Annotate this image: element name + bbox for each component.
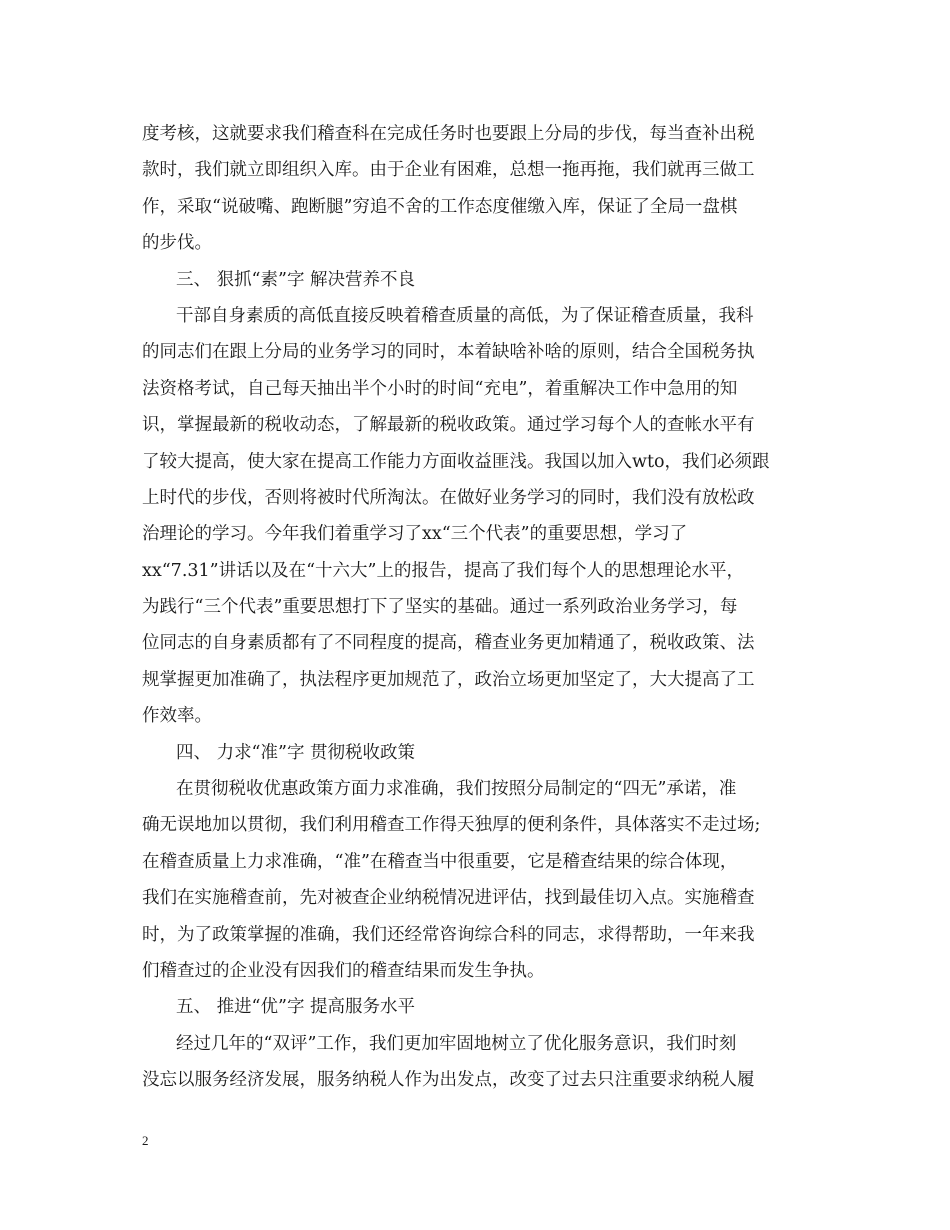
paragraph-line: 们稽查过的企业没有因我们的稽查结果而发生争执。 bbox=[142, 960, 545, 981]
paragraph-line: 了较大提高，使大家在提高工作能力方面收益匪浅。我国以加入wto，我们必须跟 bbox=[142, 451, 770, 472]
paragraph-line: 干部自身素质的高低直接反映着稽查质量的高低，为了保证稽查质量，我科 bbox=[176, 305, 754, 326]
document-body bbox=[142, 116, 822, 1099]
paragraph-line: 作效率。 bbox=[142, 706, 212, 727]
page-number: 2 bbox=[142, 1133, 149, 1148]
paragraph-line: 作，采取“说破嘴、跑断腿”穷追不舍的工作态度催缴入库，保证了全局一盘棋 bbox=[142, 196, 738, 217]
paragraph-line: 在稽查质量上力求准确，“准”在稽查当中很重要，它是稽查结果的综合体现， bbox=[142, 851, 738, 872]
paragraph-line: 为践行“三个代表”重要思想打下了坚实的基础。通过一系列政治业务学习，每 bbox=[142, 597, 738, 618]
paragraph-line: 时，为了政策掌握的准确，我们还经常咨询综合科的同志，求得帮助，一年来我 bbox=[142, 924, 755, 945]
paragraph-line: 三、 狠抓“素”字 解决营养不良 bbox=[176, 269, 416, 290]
paragraph-line: 的步伐。 bbox=[142, 233, 212, 254]
paragraph-line: 款时，我们就立即组织入库。由于企业有困难，总想一拖再拖，我们就再三做工 bbox=[142, 160, 755, 181]
paragraph-line: 五、 推进“优”字 提高服务水平 bbox=[176, 997, 416, 1018]
paragraph-line: 四、 力求“准”字 贯彻税收政策 bbox=[176, 742, 416, 763]
paragraph-line: 法资格考试，自己每天抽出半个小时的时间“充电”，着重解决工作中急用的知 bbox=[142, 378, 738, 399]
paragraph-line: xx“7.31”讲话以及在“十六大”上的报告，提高了我们每个人的思想理论水平， bbox=[142, 560, 744, 581]
paragraph-line: 治理论的学习。今年我们着重学习了xx“三个代表”的重要思想，学习了 bbox=[142, 524, 688, 545]
paragraph-line: 规掌握更加准确了，执法程序更加规范了，政治立场更加坚定了，大大提高了工 bbox=[142, 669, 755, 690]
paragraph-line: 度考核，这就要求我们稽查科在完成任务时也要跟上分局的步伐，每当查补出税 bbox=[142, 124, 755, 144]
paragraph-line: 位同志的自身素质都有了不同程度的提高，稽查业务更加精通了，税收政策、法 bbox=[142, 633, 755, 654]
paragraph-line: 上时代的步伐，否则将被时代所淘汰。在做好业务学习的同时，我们没有放松政 bbox=[142, 487, 755, 508]
paragraph-line: 识，掌握最新的税收动态，了解最新的税收政策。通过学习每个人的查帐水平有 bbox=[142, 415, 755, 436]
paragraph-line: 在贯彻税收优惠政策方面力求准确，我们按照分局制定的“四无”承诺，准 bbox=[176, 779, 737, 800]
paragraph-line: 我们在实施稽查前，先对被查企业纳税情况进评估，找到最佳切入点。实施稽查 bbox=[142, 888, 755, 909]
paragraph-line: 的同志们在跟上分局的业务学习的同时，本着缺啥补啥的原则，结合全国税务执 bbox=[142, 342, 755, 363]
paragraph-line: 没忘以服务经济发展，服务纳税人作为出发点，改变了过去只注重要求纳税人履 bbox=[142, 1070, 755, 1091]
paragraph-line: 经过几年的“双评”工作，我们更加牢固地树立了优化服务意识，我们时刻 bbox=[176, 1033, 737, 1054]
paragraph-line: 确无误地加以贯彻，我们利用稽查工作得天独厚的便利条件，具体落实不走过场; bbox=[142, 815, 761, 836]
